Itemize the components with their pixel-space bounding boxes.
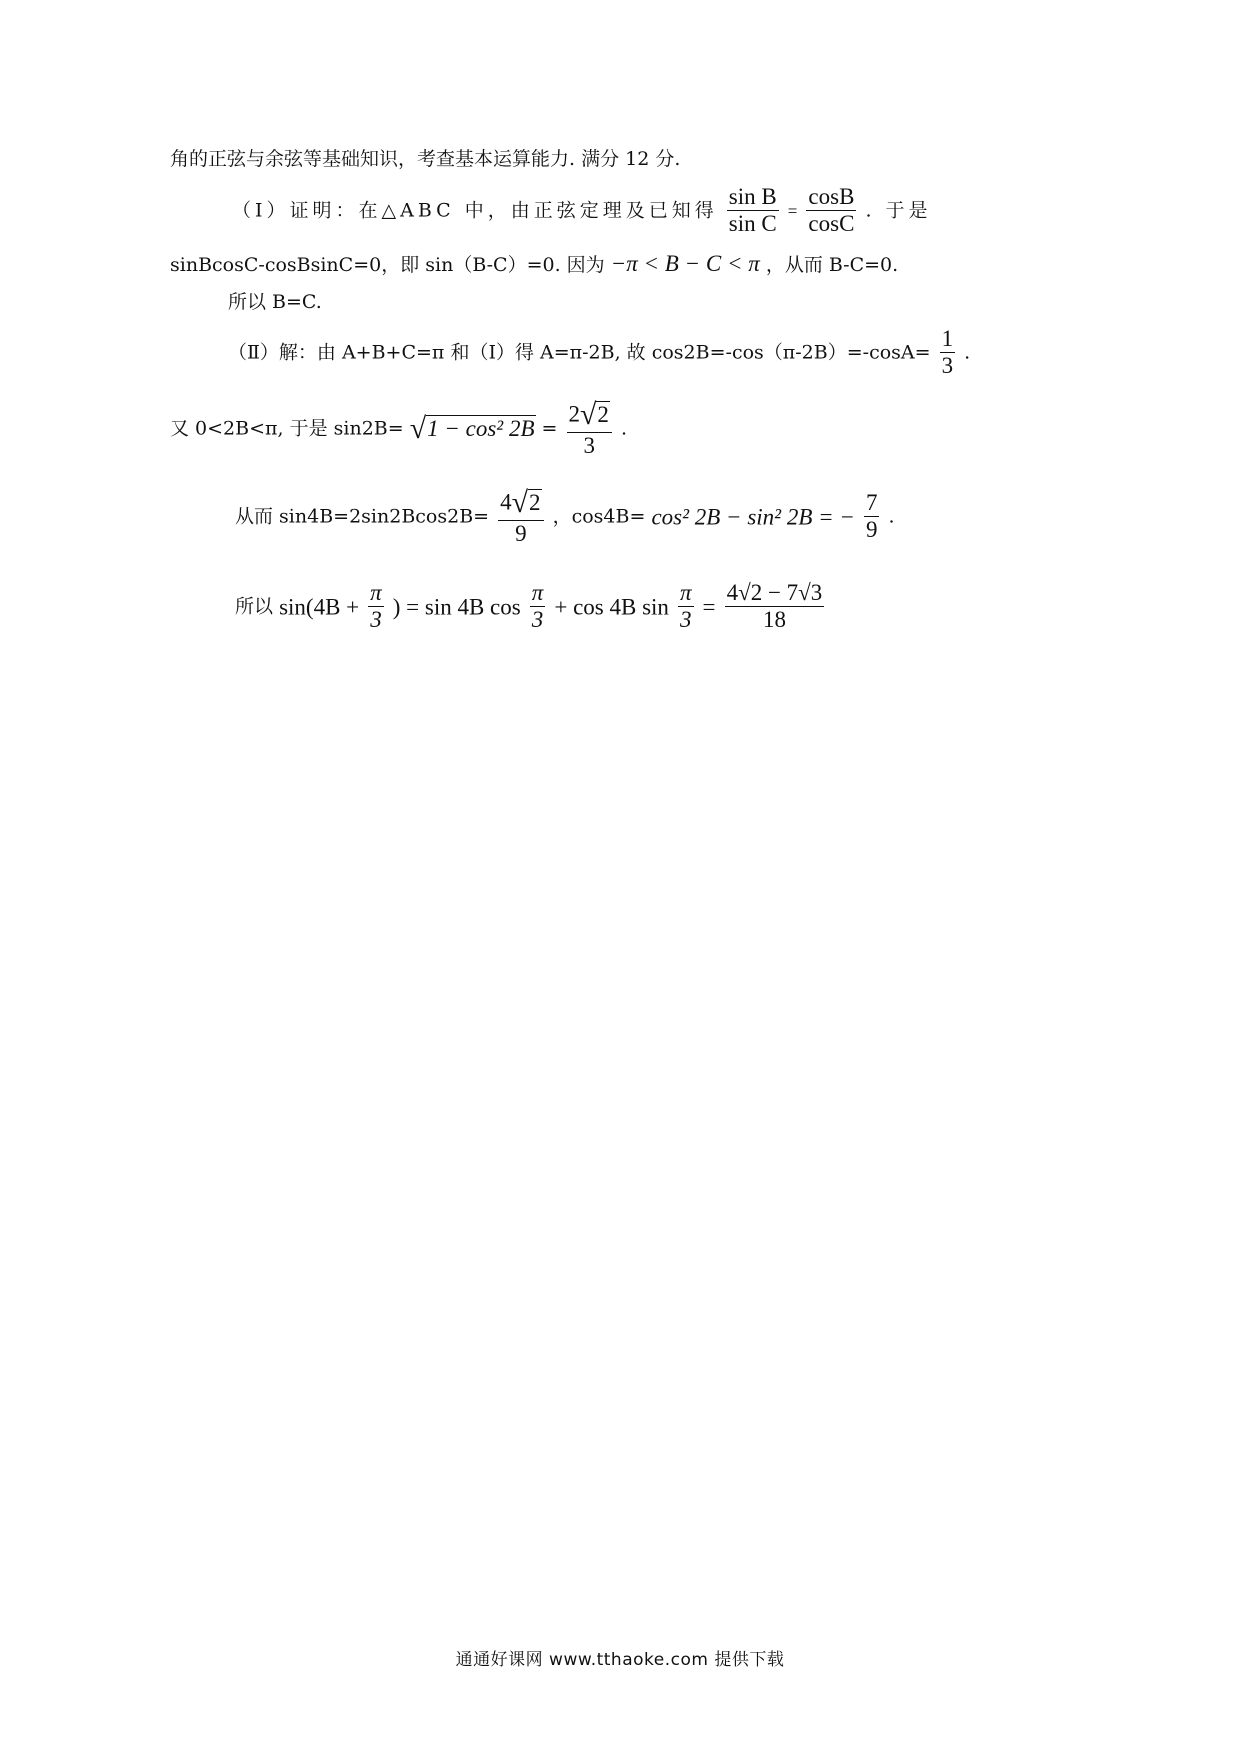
cos4B-expression: cos² 2B − sin² 2B = −	[651, 504, 855, 530]
lhs-expression: sin(4B +	[279, 594, 360, 620]
fraction-one-third	[940, 326, 956, 380]
line3-text: sinBcosC-cosBsinC=0，即 sin（B-C）=0. 因为	[170, 254, 605, 276]
fraction-cosB-cosC	[806, 184, 856, 238]
line7-tail: .	[888, 505, 895, 528]
equals-sign: =	[541, 417, 558, 440]
inequality: −π < B − C < π	[610, 251, 760, 276]
fraction-pi-over-3	[368, 580, 384, 634]
radicand: 2	[597, 401, 609, 427]
fraction-denominator: 18	[762, 607, 786, 633]
text-line-7	[235, 486, 895, 548]
radical-sign: √	[409, 411, 427, 445]
fraction-denominator: 9	[865, 517, 878, 543]
fraction-numerator: π	[678, 580, 694, 607]
fraction-denominator: sin C	[728, 211, 777, 237]
line3-tail: ，从而 B-C=0.	[765, 254, 899, 276]
text-line-5	[228, 326, 970, 380]
rhs-expression-2: + cos 4B sin	[554, 594, 669, 620]
part2-text: （Ⅱ）解：由 A+B+C=π 和（Ⅰ）得 A=π-2B, 故 cos2B=-cos（π-2B）=-cosA=	[228, 341, 931, 364]
equals-sign: =	[787, 201, 798, 221]
fraction-4sqrt2-over-9	[498, 486, 543, 548]
radical-sign: √	[580, 398, 597, 431]
fraction-numerator: cosB	[806, 184, 856, 211]
fraction-2sqrt2-over-3	[567, 398, 612, 460]
fraction-pi-over-3	[530, 580, 546, 634]
fraction-numerator	[567, 398, 612, 433]
radicand: 1 − cos² 2B	[427, 415, 535, 441]
text-line-2	[232, 184, 932, 238]
line6-tail: .	[620, 417, 628, 440]
text-line-4: 所以 B=C.	[228, 291, 322, 313]
equals-sign: =	[702, 594, 716, 620]
fraction-numerator: π	[368, 580, 384, 607]
text-line-1: 角的正弦与余弦等基础知识，考查基本运算能力. 满分 12 分.	[170, 148, 681, 170]
fraction-denominator: 3	[531, 607, 544, 633]
fraction-denominator: 3	[583, 433, 595, 459]
line6-text: 又 0<2B<π, 于是 sin2B=	[170, 417, 404, 440]
fraction-numerator: 1	[940, 326, 956, 353]
fraction-numerator	[498, 486, 543, 521]
fraction-sinB-sinC	[727, 184, 779, 238]
fraction-numerator: 4√2 − 7√3	[725, 580, 825, 607]
text-line-3	[170, 252, 898, 275]
part1-prefix: （Ⅰ）证明：在△ABC 中，由正弦定理及已知得	[232, 199, 718, 222]
fraction-numerator: sin B	[727, 184, 779, 211]
part2-tail: .	[964, 341, 971, 364]
radical-sign: √	[511, 486, 529, 519]
line7-text: 从而 sin4B=2sin2Bcos2B=	[235, 505, 490, 528]
radicand: 2	[529, 489, 541, 515]
page-footer: 通通好课网 www.tthaoke.com 提供下载	[455, 1650, 785, 1670]
fraction-denominator: cosC	[808, 211, 855, 237]
fraction-numerator: 7	[864, 490, 880, 517]
line8-prefix: 所以	[235, 595, 274, 618]
fraction-denominator: 3	[679, 607, 692, 633]
sqrt-expression	[409, 411, 536, 445]
part1-suffix: . 于是	[865, 199, 932, 222]
fraction-seven-ninths	[864, 490, 880, 544]
fraction-result	[725, 580, 825, 634]
text-line-8	[235, 580, 827, 634]
line7-mid: ，cos4B=	[552, 505, 646, 528]
coefficient: 4	[500, 489, 512, 515]
fraction-pi-over-3	[678, 580, 694, 634]
fraction-denominator: 9	[515, 521, 527, 547]
fraction-numerator: π	[530, 580, 546, 607]
fraction-denominator: 3	[941, 353, 954, 379]
text-line-6	[170, 398, 627, 460]
rhs-expression-1: ) = sin 4B cos	[392, 594, 521, 620]
fraction-denominator: 3	[370, 607, 382, 633]
coefficient: 2	[568, 401, 581, 427]
